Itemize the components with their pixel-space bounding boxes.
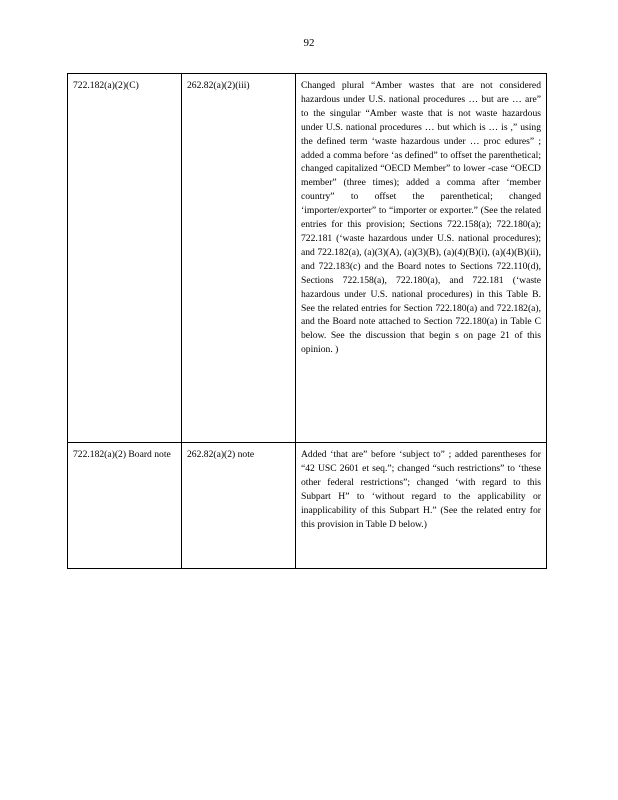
page-number: 92 bbox=[303, 37, 315, 49]
federal-section-cell: 262.82(a)(2) note bbox=[182, 443, 296, 569]
description-cell: Added ‘that are” before ‘subject to” ; added parentheses for “42 USC 2601 et seq.”; changed “such restrictions” to ‘these other federal restrictions”; changed ‘with regard to this Subpart H” to ‘without regard to the applicability or inapplicability of this Subpart H.” (See the related entry for this provision in Table D below.) bbox=[296, 443, 547, 569]
state-section-cell: 722.182(a)(2)(C) bbox=[68, 74, 182, 443]
table-row bbox=[68, 443, 547, 569]
description-cell: Changed plural “Amber wastes that are not considered hazardous under U.S. national procedures … but are … are” to the singular “Amber waste that is not waste hazardous under U.S. national procedures … but which is … is ,” using the defined term ‘waste hazardous under … proc edures” ; added a comma before ‘as defined” to offset the parenthetical; changed capitalized “OECD Member” to lower -case “OECD member” (three times); added a comma after ‘member country” to offset the parenthetical; changed ‘importer/exporter” to “importer or exporter.” (See the related entries for this provision; Sections 722.158(a); 722.180(a); 722.181 (‘waste hazardous under U.S. national procedures); and 722.182(a), (a)(3)(A), (a)(3)(B), (a)(4)(B)(i), (a)(4)(B)(ii), and 722.183(c) and the Board notes to Sections 722.110(d), Sections 722.158(a), 722.180(a), and 722.181 (‘waste hazardous under U.S. national procedures) in this Table B. See the related entries for Section 722.180(a) and 722.182(a), and the Board note attached to Section 722.180(a) in Table C below. See the discussion that begin s on page 21 of this opinion. ) bbox=[296, 74, 547, 443]
comparison-table bbox=[67, 73, 547, 569]
federal-section-cell: 262.82(a)(2)(iii) bbox=[182, 74, 296, 443]
state-section-cell: 722.182(a)(2) Board note bbox=[68, 443, 182, 569]
table-row bbox=[68, 74, 547, 443]
